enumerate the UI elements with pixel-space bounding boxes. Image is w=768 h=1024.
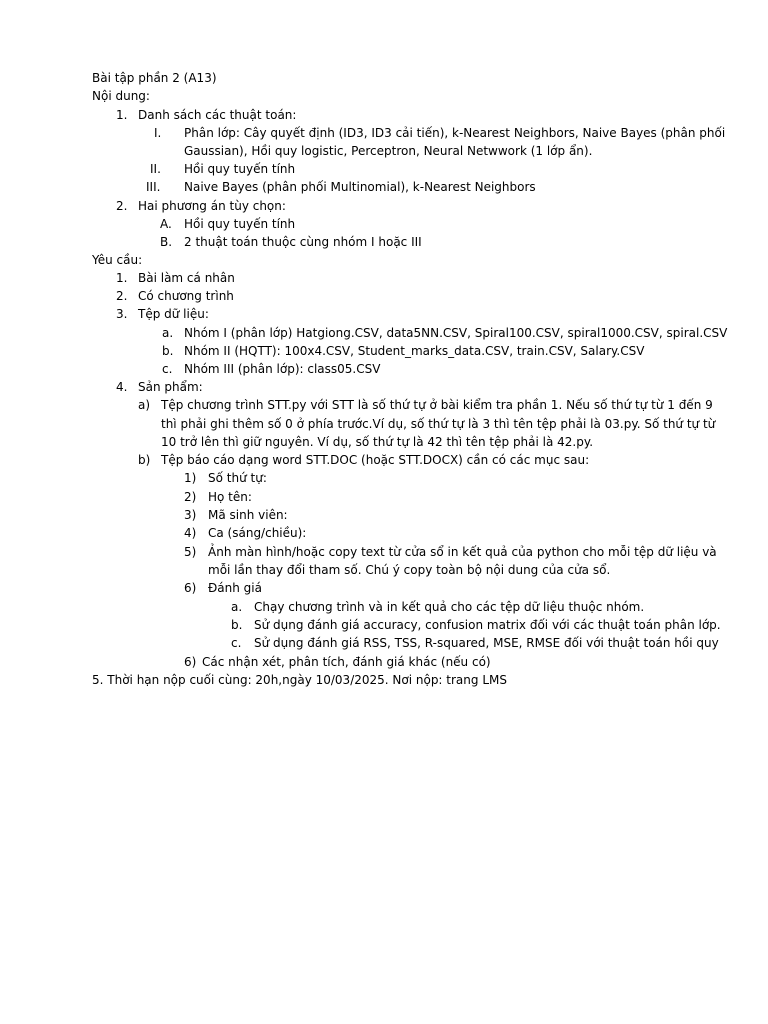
list-item — [0, 360, 768, 378]
list-item-text: 10 trở lên thì giữ nguyên. Ví dụ, số thứ tự là 42 thì tên tệp phải là 42.py. — [161, 435, 594, 449]
content-heading: Nội dung: — [92, 89, 150, 103]
list-item-text: Họ tên: — [208, 490, 252, 504]
list-item-text: mỗi lần thay đổi tham số. Chú ý copy toàn bộ nội dung của cửa sổ. — [208, 563, 611, 577]
list-item-text: Tệp chương trình STT.py với STT là số thứ tự ở bài kiểm tra phần 1. Nếu số thứ tự từ 1 đến 9 — [161, 398, 713, 412]
list-item-continuation — [0, 142, 768, 160]
list-item-text: Nhóm I (phân lớp) Hatgiong.CSV, data5NN.CSV, Spiral100.CSV, spiral1000.CSV, spiral.CSV — [184, 326, 728, 340]
list-item-text: Chạy chương trình và in kết quả cho các tệp dữ liệu thuộc nhóm. — [254, 600, 645, 614]
list-marker: 5) — [184, 545, 197, 559]
list-item-continuation — [0, 433, 768, 451]
list-item — [0, 396, 768, 414]
list-item — [0, 324, 768, 342]
list-item-continuation — [0, 561, 768, 579]
list-marker: a. — [231, 600, 243, 614]
list-item — [0, 342, 768, 360]
list-item — [0, 160, 768, 178]
list-marker: 6) — [184, 655, 197, 669]
document-title: Bài tập phần 2 (A13) — [92, 71, 217, 85]
list-item-text: Hồi quy tuyến tính — [184, 162, 296, 176]
list-item-continuation — [0, 415, 768, 433]
list-item — [0, 506, 768, 524]
list-marker: II. — [150, 162, 161, 176]
list-item-text: Nhóm III (phân lớp): class05.CSV — [184, 362, 381, 376]
list-marker: b) — [138, 453, 151, 467]
content-heading-line — [0, 87, 768, 105]
list-item-text: Nhóm II (HQTT): 100x4.CSV, Student_marks_data.CSV, train.CSV, Salary.CSV — [184, 344, 645, 358]
list-marker: 6) — [184, 581, 197, 595]
deadline-line — [0, 671, 768, 689]
list-item-text: Gaussian), Hồi quy logistic, Perceptron, Neural Netwwork (1 lớp ẩn). — [184, 144, 593, 158]
list-item-text: Hai phương án tùy chọn: — [138, 199, 286, 213]
list-marker: a) — [138, 398, 151, 412]
list-item — [0, 634, 768, 652]
list-item — [0, 233, 768, 251]
list-item-text: Sử dụng đánh giá RSS, TSS, R-squared, MSE, RMSE đối với thuật toán hồi quy — [254, 636, 719, 650]
list-marker: 2. — [116, 289, 128, 303]
list-item — [0, 305, 768, 323]
list-item — [0, 524, 768, 542]
list-marker: a. — [162, 326, 174, 340]
list-marker: 2) — [184, 490, 197, 504]
list-item-text: Tệp báo cáo dạng word STT.DOC (hoặc STT.DOCX) cần có các mục sau: — [161, 453, 590, 467]
list-marker: 2. — [116, 199, 128, 213]
list-marker: A. — [160, 217, 172, 231]
list-item — [0, 469, 768, 487]
list-marker: 3) — [184, 508, 197, 522]
list-item-text: Bài làm cá nhân — [138, 271, 235, 285]
list-item-text: Số thứ tự: — [208, 471, 267, 485]
list-marker: 4) — [184, 526, 197, 540]
list-marker: B. — [160, 235, 173, 249]
list-item — [0, 106, 768, 124]
list-item-text: Sử dụng đánh giá accuracy, confusion matrix đối với các thuật toán phân lớp. — [254, 618, 721, 632]
list-item — [0, 269, 768, 287]
list-item-text: thì phải ghi thêm số 0 ở phía trước.Ví dụ, số thứ tự là 3 thì tên tệp phải là 03.py. Số thứ tự từ — [161, 417, 716, 431]
list-item-text: Sản phẩm: — [138, 380, 203, 394]
list-item-text: Hồi quy tuyến tính — [184, 217, 296, 231]
list-item-text: Naive Bayes (phân phối Multinomial), k-Nearest Neighbors — [184, 180, 536, 194]
list-marker: b. — [231, 618, 243, 632]
document-title-line — [0, 69, 768, 87]
list-item-text: Danh sách các thuật toán: — [138, 108, 297, 122]
list-item — [0, 598, 768, 616]
list-item-text: Phân lớp: Cây quyết định (ID3, ID3 cải tiến), k-Nearest Neighbors, Naive Bayes (phân phối — [184, 126, 726, 140]
list-marker: b. — [162, 344, 174, 358]
list-item — [0, 378, 768, 396]
list-item-text: Tệp dữ liệu: — [138, 307, 209, 321]
list-item — [0, 543, 768, 561]
list-marker: 1. — [116, 271, 128, 285]
list-item — [0, 197, 768, 215]
list-item — [0, 579, 768, 597]
list-item — [0, 215, 768, 233]
list-marker: 4. — [116, 380, 128, 394]
list-item — [0, 178, 768, 196]
list-item-text: Ảnh màn hình/hoặc copy text từ cửa sổ in kết quả của python cho mỗi tệp dữ liệu và — [208, 545, 717, 559]
list-item-text: Có chương trình — [138, 289, 234, 303]
list-item-text: 2 thuật toán thuộc cùng nhóm I hoặc III — [184, 235, 422, 249]
list-item — [0, 488, 768, 506]
list-item — [0, 653, 768, 671]
list-marker: I. — [154, 126, 162, 140]
list-marker: c. — [231, 636, 242, 650]
list-marker: 1. — [116, 108, 128, 122]
list-item — [0, 451, 768, 469]
list-marker: c. — [162, 362, 173, 376]
list-item-text: Đánh giá — [208, 581, 262, 595]
list-item-text: Các nhận xét, phân tích, đánh giá khác (nếu có) — [202, 655, 491, 669]
list-item-text: Ca (sáng/chiều): — [208, 526, 307, 540]
list-marker: 3. — [116, 307, 128, 321]
list-item — [0, 616, 768, 634]
list-item-text: Mã sinh viên: — [208, 508, 288, 522]
list-item — [0, 287, 768, 305]
list-marker: 1) — [184, 471, 197, 485]
requirements-heading-line — [0, 251, 768, 269]
deadline-text: 5. Thời hạn nộp cuối cùng: 20h,ngày 10/03/2025. Nơi nộp: trang LMS — [92, 673, 507, 687]
list-item — [0, 124, 768, 142]
requirements-heading: Yêu cầu: — [92, 253, 143, 267]
list-marker: III. — [146, 180, 161, 194]
